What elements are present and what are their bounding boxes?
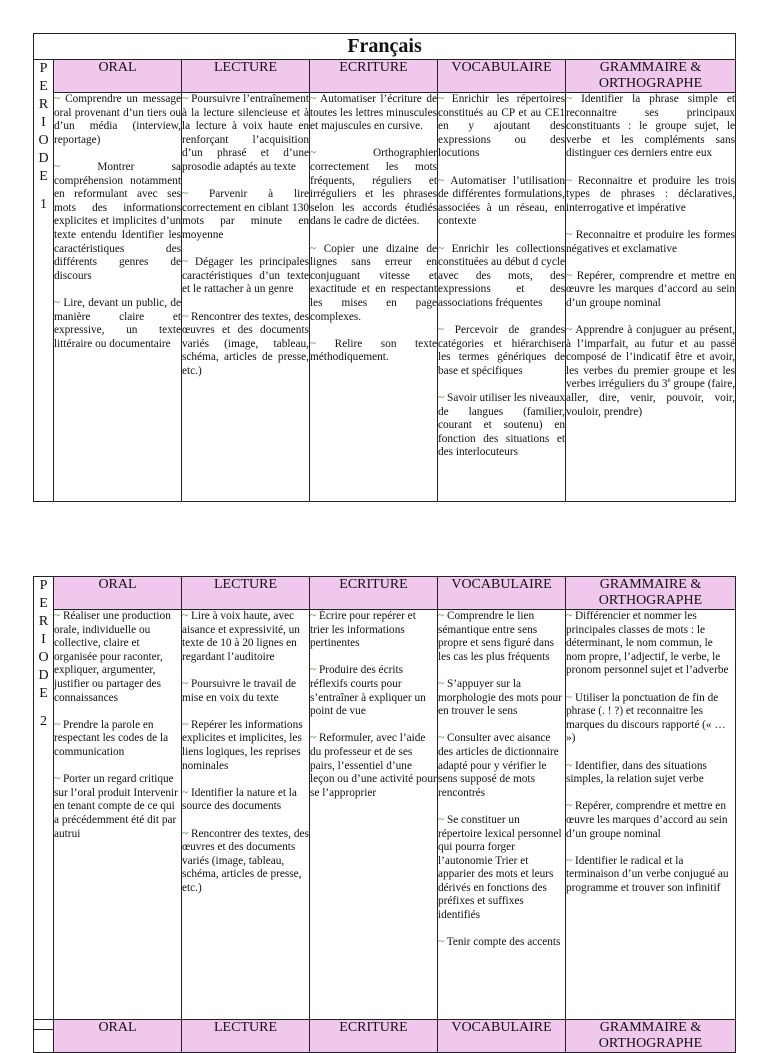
tilde-bullet-icon: ~ xyxy=(182,718,191,731)
tilde-bullet-icon: ~ xyxy=(54,610,63,622)
period-label xyxy=(34,60,54,502)
list-item: ~ Utiliser la ponctuation de fin de phrase (. ! ?) et reconnaitre les marques du discours rapporté (« … ») xyxy=(566,691,726,745)
header-grammaire: GRAMMAIRE & ORTHOGRAPHE xyxy=(566,1020,736,1053)
list-item: ~ Poursuivre le travail de mise en voix du texte xyxy=(182,677,297,704)
list-item: ~ Tenir compte des accents xyxy=(438,936,561,949)
cell-lecture xyxy=(182,93,310,502)
tilde-bullet-icon: ~ xyxy=(182,310,191,323)
tilde-bullet-icon: ~ xyxy=(182,256,195,269)
list-item: ~ Porter un regard critique sur l’oral produit Intervenir en tenant compte de ce qui a précédemment été dit par autrui xyxy=(54,773,178,840)
list-item: ~ Automatiser l’utilisation de différentes formulations, associées à un réseau, en contexte xyxy=(438,174,565,228)
header-lecture: LECTURE xyxy=(182,60,310,93)
list-item: ~ Rencontrer des textes, des œuvres et des documents variés (image, tableau, schéma, articles de presse, etc.) xyxy=(182,310,310,377)
tilde-bullet-icon: ~ xyxy=(310,732,319,745)
tilde-bullet-icon: ~ xyxy=(54,160,98,173)
list-item: ~ Repérer les informations explicites et implicites, les liens logiques, les reprises nominales xyxy=(182,718,303,772)
header-ecriture: ECRITURE xyxy=(310,577,438,610)
tilde-bullet-icon: ~ xyxy=(310,610,319,622)
list-item: ~ Repérer, comprendre et mettre en œuvre les marques d’accord au sein d’un groupe nominal xyxy=(566,269,736,309)
tilde-bullet-icon: ~ xyxy=(438,93,452,105)
period-number: 2 xyxy=(40,714,47,729)
period-1-table xyxy=(33,33,736,502)
tilde-bullet-icon: ~ xyxy=(182,786,191,799)
list-item: ~ Automatiser l’écriture de toutes les lettres minuscules et majuscules en cursive. xyxy=(310,93,437,133)
period-letter: D xyxy=(38,151,49,166)
list-item: ~ Prendre la parole en respectant les codes de la communication xyxy=(54,718,169,758)
list-item: ~ S’appuyer sur la morphologie des mots pour en trouver le sens xyxy=(438,677,562,718)
header-vocabulaire: VOCABULAIRE xyxy=(438,577,566,610)
period-letter: E xyxy=(39,686,48,701)
tilde-bullet-icon: ~ xyxy=(182,93,192,105)
tilde-bullet-icon: ~ xyxy=(438,813,447,826)
list-item: ~ Se constituer un répertoire lexical personnel qui pourra forger l’autonomie Trier et apparier des mots et leurs dérivés en fonctions des préfixes et suffixes identifiés xyxy=(438,813,562,922)
tilde-bullet-icon: ~ xyxy=(566,800,575,813)
list-item: ~ Reformuler, avec l’aide du professeur et de ses pairs, l’essentiel d’une leçon ou d’une activité pour se l’approprier xyxy=(310,732,437,799)
list-item: ~ Comprendre le lien sémantique entre sens propre et sens figuré dans les cas les plus fréquents xyxy=(438,610,555,663)
list-item: ~ Repérer, comprendre et mettre en œuvre les marques d’accord au sein d’un groupe nominal xyxy=(566,800,728,840)
list-item: ~ Dégager les principales caractéristiques d’un texte et le rattacher à un genre xyxy=(182,256,309,296)
header-lecture: LECTURE xyxy=(182,1020,310,1053)
list-item: ~ Reconnaitre et produire les trois types de phrases : déclaratives, interrogative et impérative xyxy=(566,174,736,214)
tilde-bullet-icon: ~ xyxy=(54,718,63,731)
tilde-bullet-icon: ~ xyxy=(182,188,209,201)
tilde-bullet-icon: ~ xyxy=(182,610,191,622)
tilde-bullet-icon: ~ xyxy=(438,732,447,745)
period-letter: I xyxy=(41,115,46,130)
period-letter: O xyxy=(38,650,49,665)
list-item: ~ Identifier, dans des situations simples, la relation sujet verbe xyxy=(566,759,707,786)
tilde-bullet-icon: ~ xyxy=(182,827,191,840)
period-letter: I xyxy=(41,632,46,647)
list-item: ~ Comprendre un message oral provenant d’un tiers ou d’un média (interview, reportage) xyxy=(54,93,181,146)
period-label-empty xyxy=(34,1020,54,1053)
list-item: ~ Reconnaitre et produire les formes négatives et exclamative xyxy=(566,228,736,255)
list-item: ~ Poursuivre l’entraînement à la lecture silencieuse et à la lecture à voix haute en renforçant l’acquisition d’un phrasé et d’une prosodie adaptés au texte xyxy=(182,93,309,173)
list-item: ~ Relire son texte méthodiquement. xyxy=(310,337,437,364)
tilde-bullet-icon: ~ xyxy=(438,174,451,187)
tilde-bullet-icon: ~ xyxy=(438,242,452,255)
cell-lecture xyxy=(182,610,310,1030)
cell-ecriture xyxy=(310,93,438,502)
tilde-bullet-icon: ~ xyxy=(438,324,455,337)
tilde-bullet-icon: ~ xyxy=(182,677,191,690)
tilde-bullet-icon: ~ xyxy=(566,324,576,337)
list-item: ~ Copier une dizaine de lignes sans erreur en conjuguant vitesse et exactitude et en respectant les mises en page complexes. xyxy=(310,242,437,323)
tilde-bullet-icon: ~ xyxy=(438,936,447,949)
list-item: ~ Savoir utiliser les niveaux de langues (familier, courant et soutenu) en fonction des situations et des interlocuteurs xyxy=(438,392,566,459)
tilde-bullet-icon: ~ xyxy=(310,147,373,160)
period-3-table xyxy=(33,1019,736,1053)
tilde-bullet-icon: ~ xyxy=(566,759,575,772)
header-grammaire: GRAMMAIRE & ORTHOGRAPHE xyxy=(566,60,736,93)
tilde-bullet-icon: ~ xyxy=(438,677,447,690)
list-item: ~ Montrer sa compréhension notamment en reformulant avec ses mots des informations explicites et implicites d’un texte entendu Identifier les caractéristiques des différents genres de discours xyxy=(54,160,181,282)
cell-vocabulaire xyxy=(438,610,566,1030)
list-item: ~ Rencontrer des textes, des œuvres et des documents variés (image, tableau, schéma, articles de presse, etc.) xyxy=(182,827,309,894)
list-item: ~ Différencier et nommer les principales classes de mots : le déterminant, le nom commun, le nom propre, l’adjectif, le verbe, le pronom personnel sujet et l’adverbe xyxy=(566,610,729,677)
period-2-table xyxy=(33,576,736,1030)
period-letter: R xyxy=(38,97,49,112)
list-item: ~ Consulter avec aisance des articles de dictionnaire adapté pour y vérifier le sens supposé de mots rencontrés xyxy=(438,732,559,799)
period-letter: E xyxy=(39,79,48,94)
cell-grammaire xyxy=(566,610,736,1030)
header-oral: ORAL xyxy=(54,577,182,610)
tilde-bullet-icon: ~ xyxy=(566,228,576,241)
header-lecture: LECTURE xyxy=(182,577,310,610)
list-item: ~ Identifier le radical et la terminaison d’un verbe conjugué au programme et trouver son infinitif xyxy=(566,854,729,894)
period-number: 1 xyxy=(40,197,47,212)
list-item: ~ Enrichir les répertoires constitués au CP et au CE1 en y ajoutant des expressions ou des locutions xyxy=(438,93,566,160)
tilde-bullet-icon: ~ xyxy=(566,854,575,867)
list-item: ~ Apprendre à conjuguer au présent, à l’imparfait, au futur et au passé composé de l’indicatif être et avoir, les verbes du premier groupe et les verbes irréguliers du 3e groupe (faire, aller, dire, venir, pouvoir, voir, vouloir, prendre) xyxy=(566,324,736,418)
period-label xyxy=(34,577,54,1030)
period-letter: O xyxy=(38,133,49,148)
tilde-bullet-icon: ~ xyxy=(438,392,448,405)
period-letter: D xyxy=(38,668,49,683)
list-item: ~ Produire des écrits réflexifs courts pour s’entraîner à expliquer un point de vue xyxy=(310,664,426,718)
subject-title: Français xyxy=(34,34,736,60)
cell-vocabulaire xyxy=(438,93,566,502)
tilde-bullet-icon: ~ xyxy=(310,664,319,677)
tilde-bullet-icon: ~ xyxy=(566,93,582,105)
header-ecriture: ECRITURE xyxy=(310,1020,438,1053)
period-letter: P xyxy=(39,578,48,593)
header-oral: ORAL xyxy=(54,1020,182,1053)
cell-oral xyxy=(54,93,182,502)
cell-grammaire xyxy=(566,93,736,502)
tilde-bullet-icon: ~ xyxy=(566,269,577,282)
tilde-bullet-icon: ~ xyxy=(54,296,64,309)
list-item: ~ Écrire pour repérer et trier les informations pertinentes xyxy=(310,610,416,650)
tilde-bullet-icon: ~ xyxy=(310,93,321,105)
tilde-bullet-icon: ~ xyxy=(310,242,324,255)
list-item: ~ Réaliser une production orale, individuelle ou collective, claire et organisée pour raconter, expliquer, argumenter, justifier ou partager des connaissances xyxy=(54,610,171,704)
tilde-bullet-icon: ~ xyxy=(310,337,335,350)
cell-oral xyxy=(54,610,182,1030)
list-item: ~ Percevoir de grandes catégories et hiérarchiser les termes génériques de base et spécifiques xyxy=(438,324,565,377)
list-item: ~ Parvenir à lire correctement en ciblant 130 mots par minute en moyenne xyxy=(182,188,309,241)
period-letter: R xyxy=(38,614,49,629)
tilde-bullet-icon: ~ xyxy=(438,610,447,622)
list-item: ~ Lire, devant un public, de manière claire et expressive, un texte littéraire ou documentaire xyxy=(54,296,182,350)
tilde-bullet-icon: ~ xyxy=(566,610,575,622)
period-letter: P xyxy=(39,61,48,76)
period-letter: E xyxy=(39,596,48,611)
tilde-bullet-icon: ~ xyxy=(566,174,578,187)
header-oral: ORAL xyxy=(54,60,182,93)
list-item: ~ Orthographier correctement les mots fréquents, réguliers et irréguliers et les phrases selon les accords étudiés dans le cadre de dictées. xyxy=(310,147,437,228)
tilde-bullet-icon: ~ xyxy=(54,773,63,786)
tilde-bullet-icon: ~ xyxy=(566,691,575,704)
header-vocabulaire: VOCABULAIRE xyxy=(438,60,566,93)
list-item: ~ Lire à voix haute, avec aisance et expressivité, un texte de 10 à 20 lignes en regardant l’auditoire xyxy=(182,610,300,663)
list-item: ~ Identifier la phrase simple et reconnaitre ses principaux constituants : le groupe sujet, le verbe et les compléments sans distinguer ces derniers entre eux xyxy=(566,93,736,160)
list-item: ~ Enrichir les collections constituées au début d cycle avec des mots, des expressions et des associations fréquentes xyxy=(438,242,565,309)
list-item: ~ Identifier la nature et la source des documents xyxy=(182,786,297,813)
cell-ecriture xyxy=(310,610,438,1030)
tilde-bullet-icon: ~ xyxy=(54,93,66,105)
header-grammaire: GRAMMAIRE & ORTHOGRAPHE xyxy=(566,577,736,610)
header-ecriture: ECRITURE xyxy=(310,60,438,93)
header-vocabulaire: VOCABULAIRE xyxy=(438,1020,566,1053)
period-letter: E xyxy=(39,169,48,184)
